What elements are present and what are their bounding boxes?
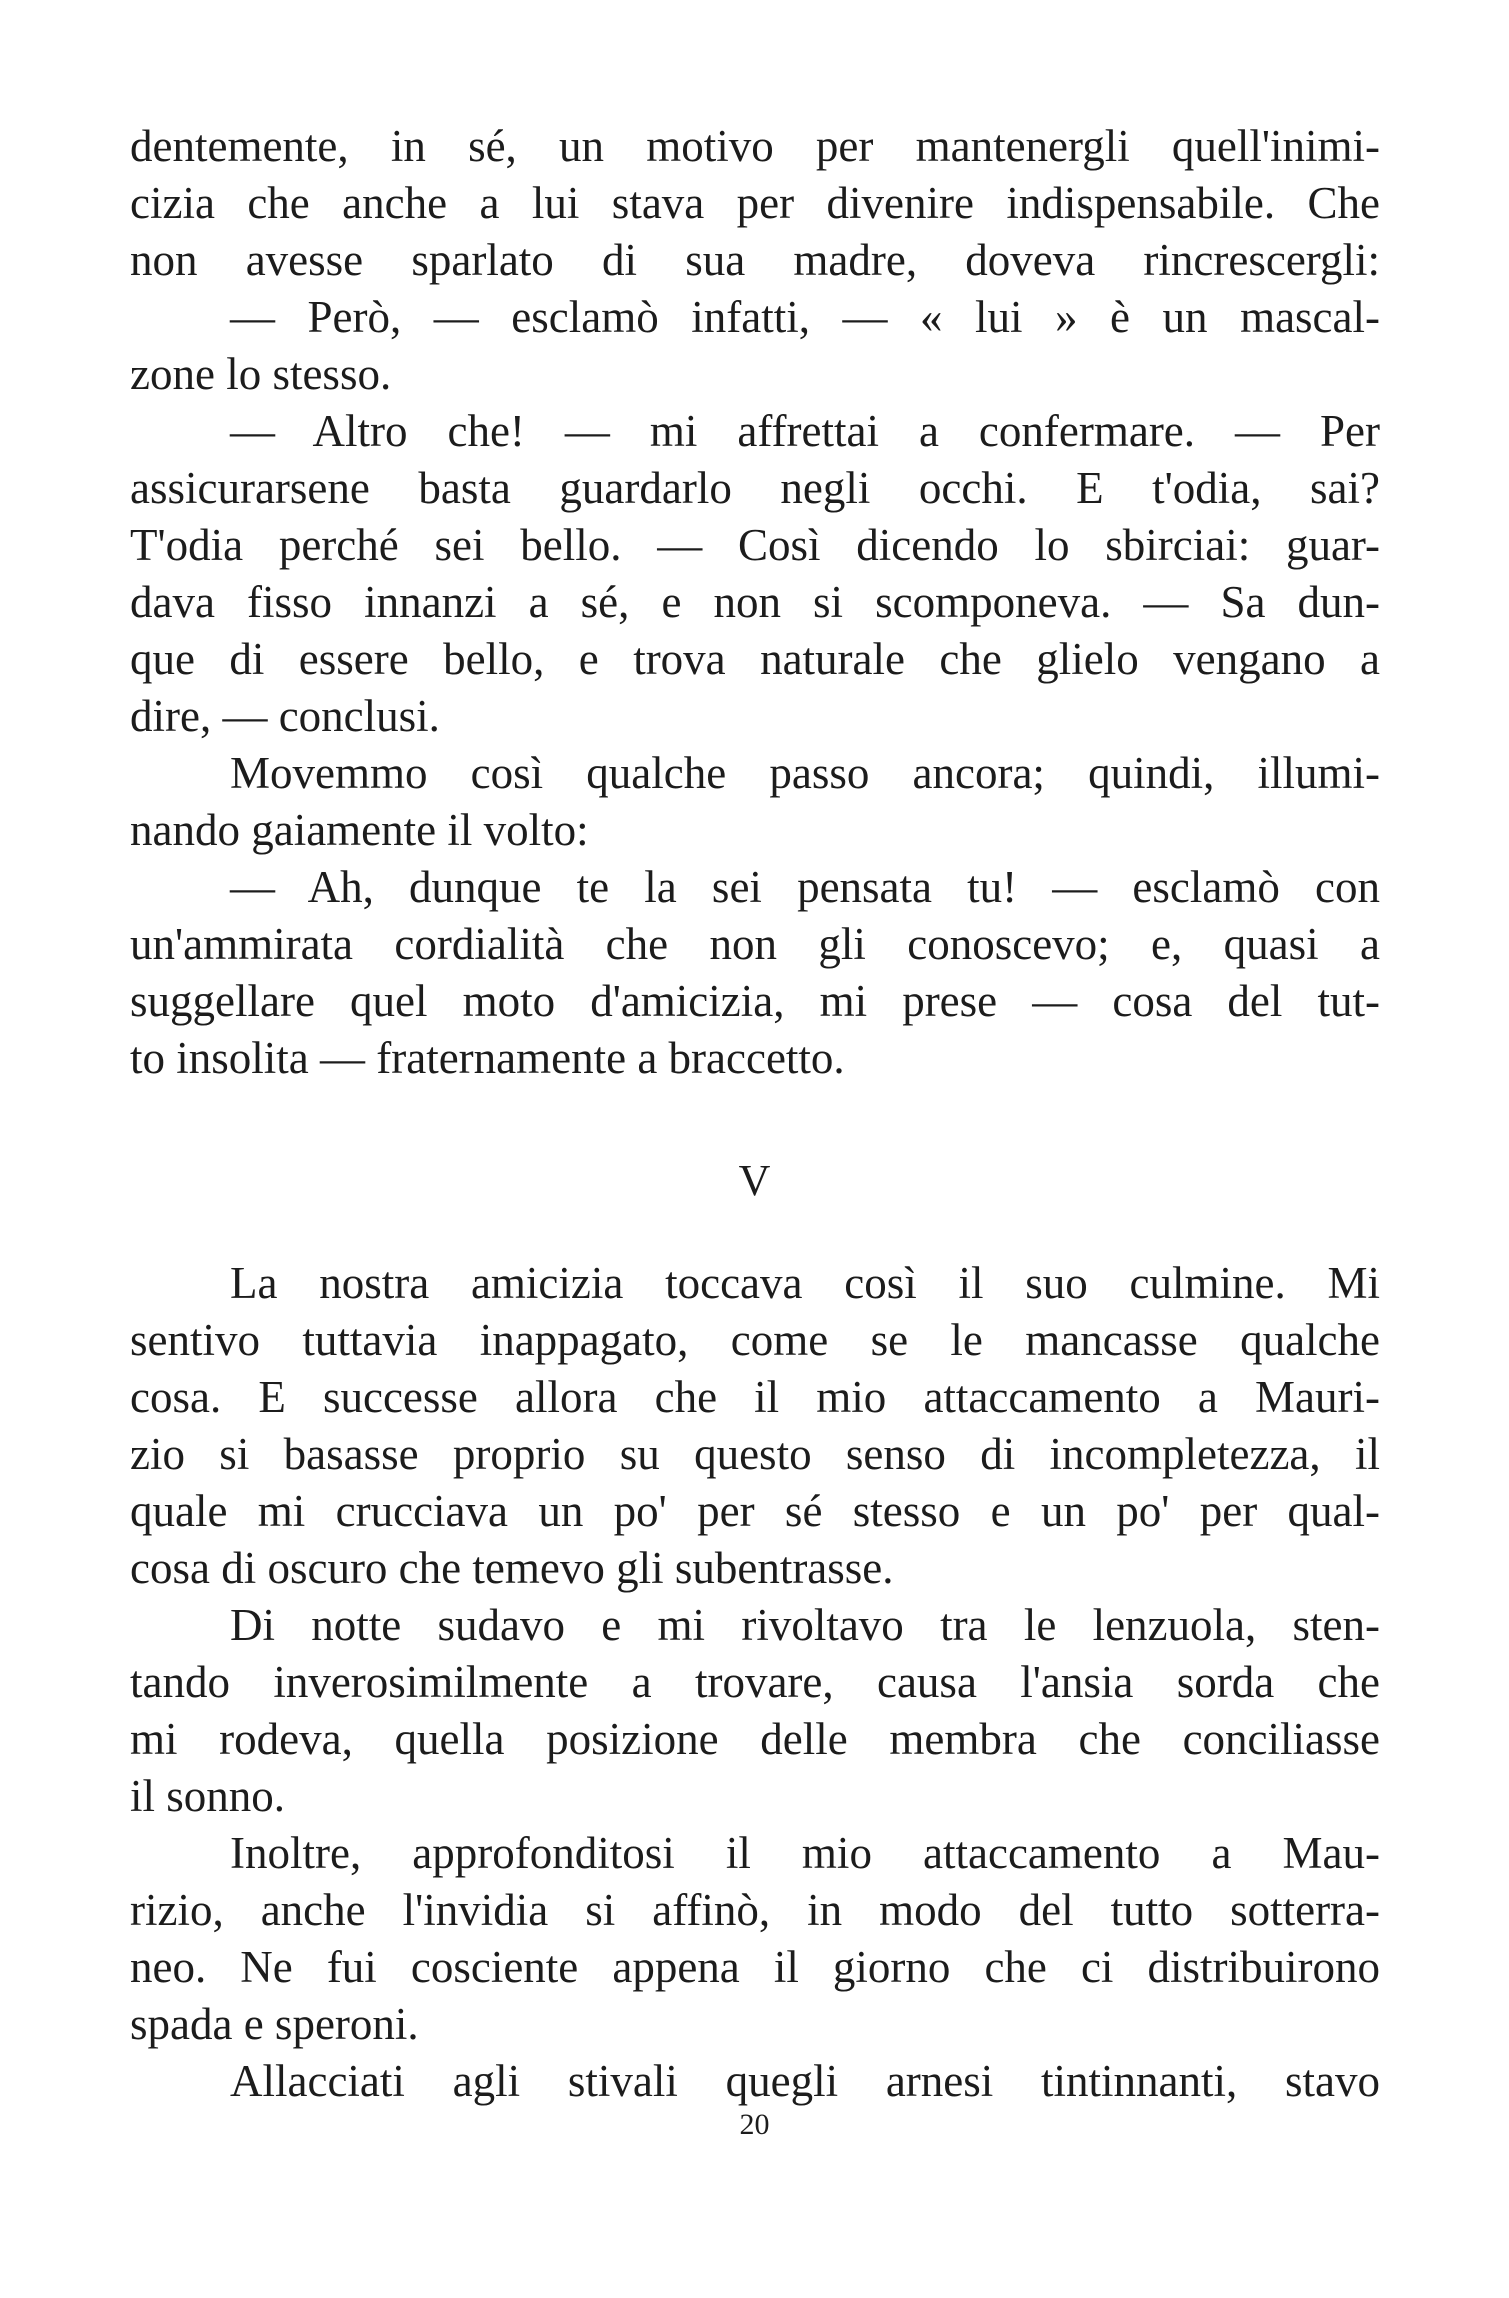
text-line: cizia che anche a lui stava per divenire indispensabile. Che: [130, 178, 1380, 228]
text-line: Inoltre, approfonditosi il mio attaccamento a Mau-: [230, 1828, 1380, 1878]
text-line: — Altro che! — mi affrettai a confermare. — Per: [230, 406, 1380, 456]
text-block-top: [130, 118, 1380, 1087]
text-line: neo. Ne fui cosciente appena il giorno che ci distribuirono: [130, 1942, 1380, 1992]
text-block-bottom: [130, 1255, 1380, 2110]
text-line: suggellare quel moto d'amicizia, mi prese — cosa del tut-: [130, 976, 1380, 1026]
text-line: mi rodeva, quella posizione delle membra che conciliasse: [130, 1714, 1380, 1764]
text-line: nando gaiamente il volto:: [130, 805, 589, 855]
text-line: zio si basasse proprio su questo senso di incompletezza, il: [130, 1429, 1380, 1479]
text-line: T'odia perché sei bello. — Così dicendo lo sbirciai: guar-: [130, 520, 1380, 570]
text-line: Allacciati agli stivali quegli arnesi tintinnanti, stavo: [230, 2056, 1380, 2106]
text-line: cosa. E successe allora che il mio attaccamento a Mauri-: [130, 1372, 1380, 1422]
text-line: — Però, — esclamò infatti, — « lui » è un mascal-: [230, 292, 1380, 342]
text-line: un'ammirata cordialità che non gli conoscevo; e, quasi a: [130, 919, 1380, 969]
text-line: sentivo tuttavia inappagato, come se le mancasse qualche: [130, 1315, 1380, 1365]
text-line: assicurarsene basta guardarlo negli occhi. E t'odia, sai?: [130, 463, 1380, 513]
text-line: Movemmo così qualche passo ancora; quindi, illumi-: [230, 748, 1380, 798]
text-line: non avesse sparlato di sua madre, doveva rincrescergli:: [130, 235, 1380, 285]
text-line: — Ah, dunque te la sei pensata tu! — esclamò con: [230, 862, 1380, 912]
text-line: tando inverosimilmente a trovare, causa l'ansia sorda che: [130, 1657, 1380, 1707]
text-line: dava fisso innanzi a sé, e non si scomponeva. — Sa dun-: [130, 577, 1380, 627]
text-line: zone lo stesso.: [130, 349, 392, 399]
text-line: dire, — conclusi.: [130, 691, 440, 741]
text-line: rizio, anche l'invidia si affinò, in modo del tutto sotterra-: [130, 1885, 1380, 1935]
text-line: il sonno.: [130, 1771, 286, 1821]
text-line: to insolita — fraternamente a braccetto.: [130, 1033, 845, 1083]
text-line: spada e speroni.: [130, 1999, 419, 2049]
text-line: Di notte sudavo e mi rivoltavo tra le lenzuola, sten-: [230, 1600, 1380, 1650]
page-number: 20: [739, 2108, 770, 2141]
chapter-heading: V: [738, 1156, 771, 1205]
text-line: cosa di oscuro che temevo gli subentrasse.: [130, 1543, 894, 1593]
text-line: quale mi crucciava un po' per sé stesso e un po' per qual-: [130, 1486, 1380, 1536]
text-line: que di essere bello, e trova naturale che glielo vengano a: [130, 634, 1380, 684]
text-line: La nostra amicizia toccava così il suo culmine. Mi: [230, 1258, 1380, 1308]
text-line: dentemente, in sé, un motivo per mantenergli quell'inimi-: [130, 121, 1380, 171]
